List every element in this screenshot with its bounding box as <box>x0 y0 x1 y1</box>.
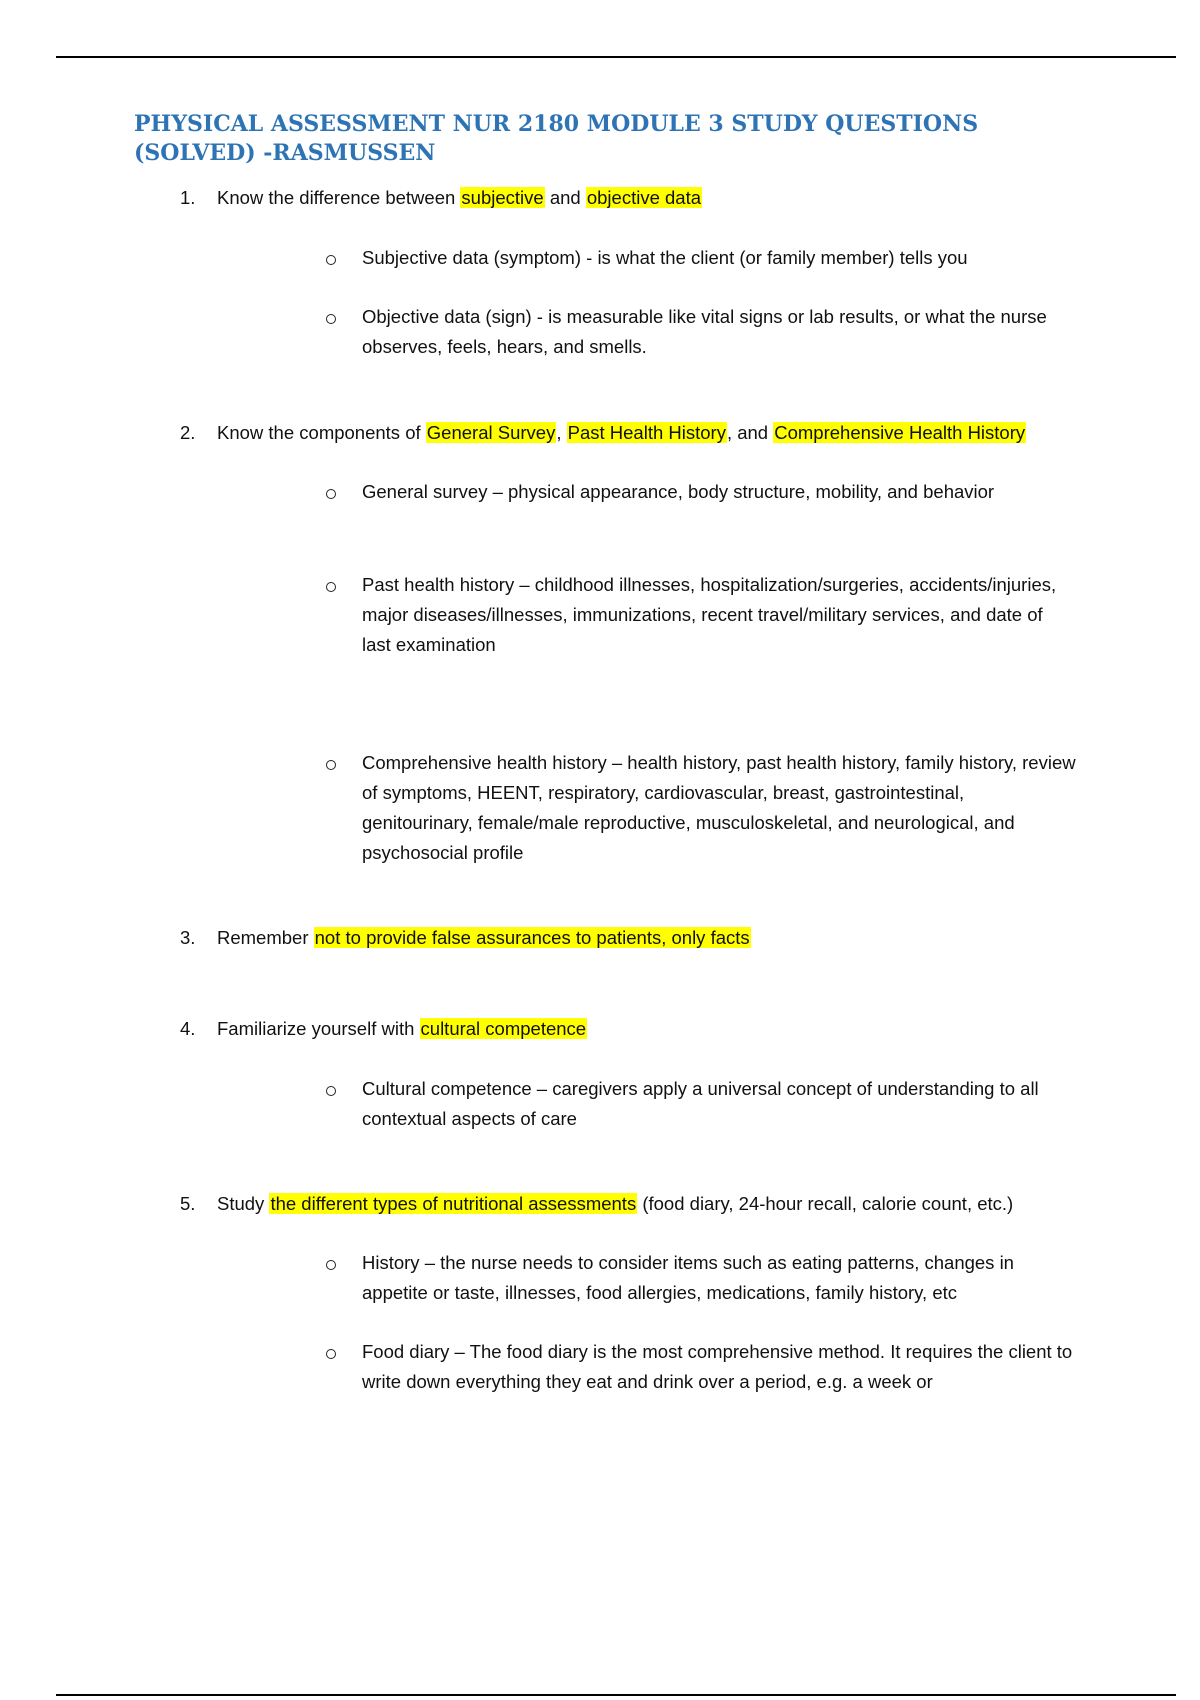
bullet-item: Subjective data (symptom) - is what the client (or family member) tells you <box>326 243 1076 273</box>
question-text: Remember not to provide false assurances to patients, only facts <box>217 927 750 948</box>
highlight: Past Health History <box>567 422 726 443</box>
highlight: Comprehensive Health History <box>774 422 1026 443</box>
bullet-item: Cultural competence – caregivers apply a universal concept of understanding to all contextual aspects of care <box>326 1074 1076 1134</box>
question-text: Study the different types of nutritional assessments (food diary, 24-hour recall, calorie count, etc.) <box>217 1193 1014 1214</box>
bullet-item: Food diary – The food diary is the most comprehensive method. It requires the client to write down everything they eat and drink over a period, e.g. a week or <box>326 1337 1076 1397</box>
bullet-item: History – the nurse needs to consider items such as eating patterns, changes in appetite or taste, illnesses, food allergies, medications, family history, etc <box>326 1248 1076 1308</box>
question-2 <box>180 418 1060 448</box>
question-text: Know the difference between subjective and objective data <box>217 187 702 208</box>
highlight: the different types of nutritional assessments <box>270 1193 637 1214</box>
highlight: General Survey <box>426 422 556 443</box>
bullet-circle-icon <box>326 255 336 265</box>
top-rule <box>56 56 1176 58</box>
question-number: 1. <box>180 187 196 208</box>
question-number: 5. <box>180 1193 196 1214</box>
bullet-circle-icon <box>326 1086 336 1096</box>
highlight: cultural competence <box>420 1018 587 1039</box>
bullet-circle-icon <box>326 314 336 324</box>
bullet-circle-icon <box>326 760 336 770</box>
bullet-circle-icon <box>326 489 336 499</box>
bullet-item: Comprehensive health history – health history, past health history, family history, review of symptoms, HEENT, respiratory, cardiovascular, breast, gastrointestinal, genitourinary, female/male reproductive, musculoskeletal, and neurological, and psychosocial profile <box>326 748 1076 868</box>
bullet-item: Objective data (sign) - is measurable like vital signs or lab results, or what the nurse observes, feels, hears, and smells. <box>326 302 1076 362</box>
bullet-item: General survey – physical appearance, body structure, mobility, and behavior <box>326 477 1076 507</box>
question-1 <box>180 183 1060 213</box>
highlight: subjective <box>461 187 544 208</box>
bullet-circle-icon <box>326 1349 336 1359</box>
question-number: 4. <box>180 1018 196 1039</box>
bullet-item: Past health history – childhood illnesses, hospitalization/surgeries, accidents/injuries, major diseases/illnesses, immunizations, recent travel/military services, and date of last examination <box>326 570 1076 660</box>
question-text: Know the components of General Survey, Past Health History, and Comprehensive Health History <box>217 422 1026 443</box>
highlight: not to provide false assurances to patients, only facts <box>314 927 750 948</box>
question-3 <box>180 923 1060 953</box>
document-title: PHYSICAL ASSESSMENT NUR 2180 MODULE 3 STUDY QUESTIONS (SOLVED) -RASMUSSEN <box>134 111 979 166</box>
question-number: 2. <box>180 422 196 443</box>
question-text: Familiarize yourself with cultural competence <box>217 1018 587 1039</box>
bottom-rule <box>56 1694 1176 1696</box>
question-number: 3. <box>180 927 196 948</box>
question-4 <box>180 1014 1060 1044</box>
question-5 <box>180 1189 1060 1219</box>
highlight: objective data <box>586 187 702 208</box>
bullet-circle-icon <box>326 1260 336 1270</box>
bullet-circle-icon <box>326 582 336 592</box>
